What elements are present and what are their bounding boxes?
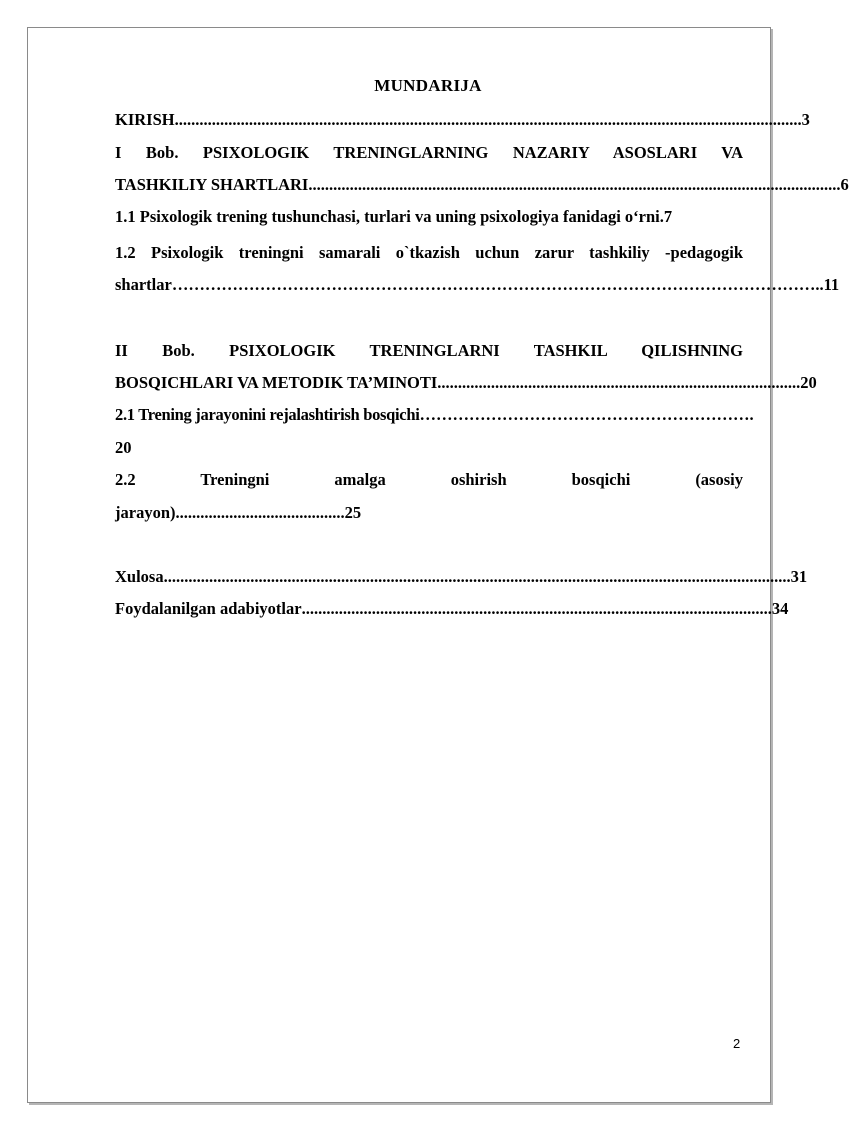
- page-number: 2: [733, 1036, 741, 1051]
- toc-entry-label: KIRISH: [115, 110, 175, 129]
- toc-section-1-2[interactable]: 1.2 Psixologik treningni samarali o`tkazish uchun zarur tashkiliy -pedagogik: [115, 243, 743, 262]
- toc-leader: ........................................................................................................................................................: [174, 110, 802, 129]
- toc-page-number: 6: [840, 175, 849, 194]
- toc-chapter-1-title[interactable]: I Bob. PSIXOLOGIK TRENINGLARNING NAZARIY ASOSLARI VA: [115, 143, 743, 162]
- toc-page-number: ..11: [815, 275, 840, 294]
- toc-entry-label: TASHKILIY SHARTLARI: [115, 175, 309, 194]
- toc-page-number: 34: [771, 599, 789, 618]
- toc-section-2-1[interactable]: [115, 405, 754, 425]
- toc-page-number: 20: [800, 373, 817, 392]
- toc-entry-label: 2.1 Trening jarayonini rejalashtirish bosqichi: [115, 405, 420, 424]
- toc-entry-label: Foydalanilgan adabiyotlar: [115, 599, 302, 618]
- toc-entry-xulosa[interactable]: [115, 567, 808, 587]
- toc-leader: ........................................................................................: [437, 373, 801, 392]
- toc-entry-label: Xulosa: [115, 567, 164, 586]
- toc-entry-adabiyotlar[interactable]: [115, 599, 789, 619]
- toc-page-number: 3: [801, 110, 810, 129]
- toc-entry-kirish[interactable]: [115, 110, 810, 130]
- toc-section-1-1[interactable]: 1.1 Psixologik trening tushunchasi, turlari va uning psixologiya fanidagi o‘rni.7: [115, 207, 673, 226]
- toc-leader: ………………………………………………………………………………………………………: [171, 275, 816, 294]
- toc-leader-end: .: [749, 405, 754, 424]
- toc-entry-label: BOSQICHLARI VA METODIK TA’MINOTI: [115, 373, 438, 392]
- toc-chapter-2-title-cont[interactable]: [115, 373, 817, 393]
- toc-leader: ……………………………………………………: [419, 405, 750, 424]
- toc-chapter-1-title-cont[interactable]: [115, 175, 849, 195]
- toc-leader: ........................................................................................................................................................: [163, 567, 791, 586]
- toc-section-1-2-cont[interactable]: [115, 275, 840, 295]
- toc-leader: .................................................................................................................................: [308, 175, 841, 194]
- toc-section-2-2[interactable]: 2.2 Treningni amalga oshirish bosqichi (asosiy: [115, 470, 743, 489]
- toc-chapter-2-title[interactable]: II Bob. PSIXOLOGIK TRENINGLARNI TASHKIL QILISHNING: [115, 341, 743, 360]
- toc-leader: ..................................................................................................................: [301, 599, 772, 618]
- toc-section-2-2-cont[interactable]: jarayon).........................................25: [115, 503, 362, 522]
- toc-title: MUNDARIJA: [374, 76, 482, 95]
- toc-page-number: 31: [790, 567, 808, 586]
- toc-section-2-1-page: 20: [115, 438, 132, 457]
- toc-entry-label: shartlar: [115, 275, 172, 294]
